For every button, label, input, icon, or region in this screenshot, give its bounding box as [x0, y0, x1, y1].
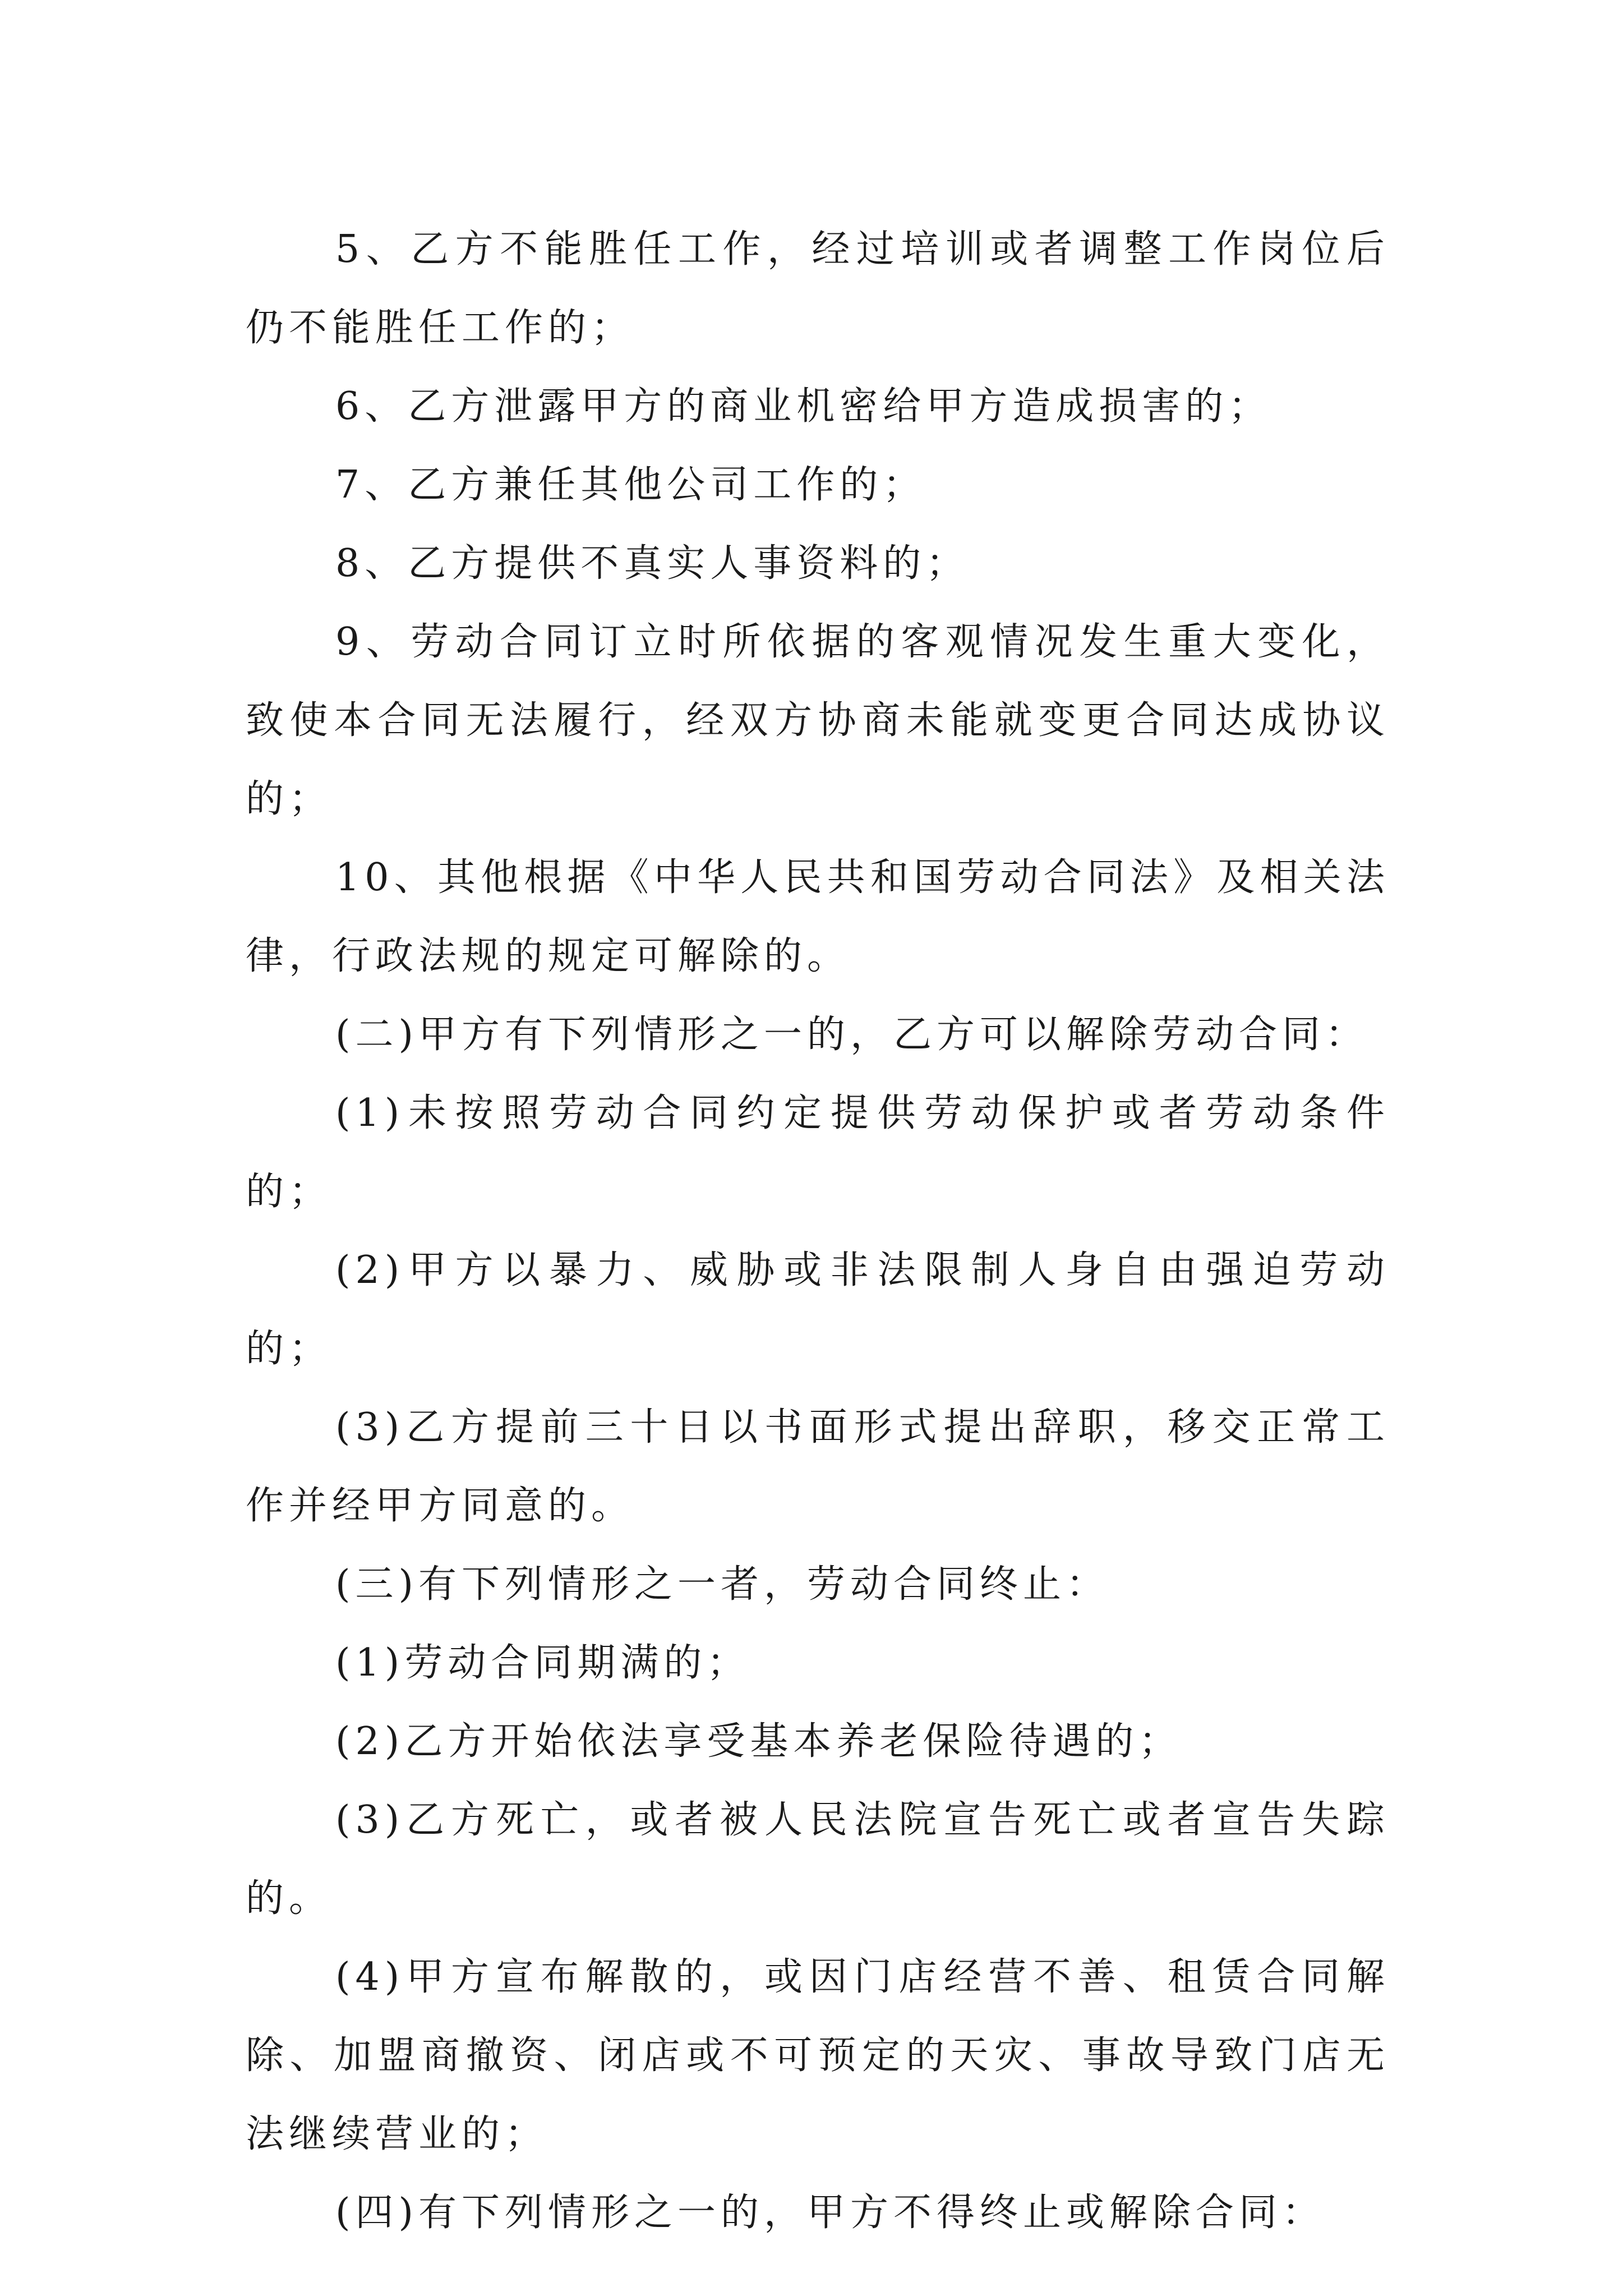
section-4-heading: (四)有下列情形之一的，甲方不得终止或解除合同： — [335, 2191, 1326, 2235]
clause-10: 10、其他根据《中华人民共和国劳动合同法》及相关法律，行政法规的规定可解除的。 — [246, 855, 1390, 978]
section-2-heading: (二)甲方有下列情形之一的，乙方可以解除劳动合同： — [335, 1013, 1369, 1057]
section-3-heading: (三)有下列情形之一者，劳动合同终止： — [335, 1562, 1110, 1607]
clause-9: 9、劳动合同订立时所依据的客观情况发生重大变化，致使本合同无法履行，经双方协商未能就变更合同达成协议的； — [246, 620, 1390, 821]
section-3-item-3: (3)乙方死亡，或者被人民法院宣告死亡或者宣告失踪的。 — [246, 1798, 1390, 1921]
document-body — [246, 210, 1390, 2252]
section-2-item-1: (1)未按照劳动合同约定提供劳动保护或者劳动条件的； — [246, 1091, 1390, 1214]
clause-6: 6、乙方泄露甲方的商业机密给甲方造成损害的； — [335, 384, 1272, 429]
section-3-item-2: (2)乙方开始依法享受基本养老保险待遇的； — [335, 1719, 1182, 1764]
clause-8: 8、乙方提供不真实人事资料的； — [335, 541, 970, 586]
section-2-item-2: (2)甲方以暴力、威胁或非法限制人身自由强迫劳动的； — [246, 1248, 1390, 1371]
clause-7: 7、乙方兼任其他公司工作的； — [335, 463, 926, 507]
section-3-item-4: (4)甲方宣布解散的，或因门店经营不善、租赁合同解除、加盟商撤资、闭店或不可预定的天灾、事故导致门店无法继续营业的； — [246, 1955, 1390, 2156]
clause-5: 5、乙方不能胜任工作，经过培训或者调整工作岗位后仍不能胜任工作的； — [246, 227, 1390, 350]
section-3-item-1: (1)劳动合同期满的； — [335, 1641, 750, 1685]
section-2-item-3: (3)乙方提前三十日以书面形式提出辞职，移交正常工作并经甲方同意的。 — [246, 1405, 1390, 1528]
